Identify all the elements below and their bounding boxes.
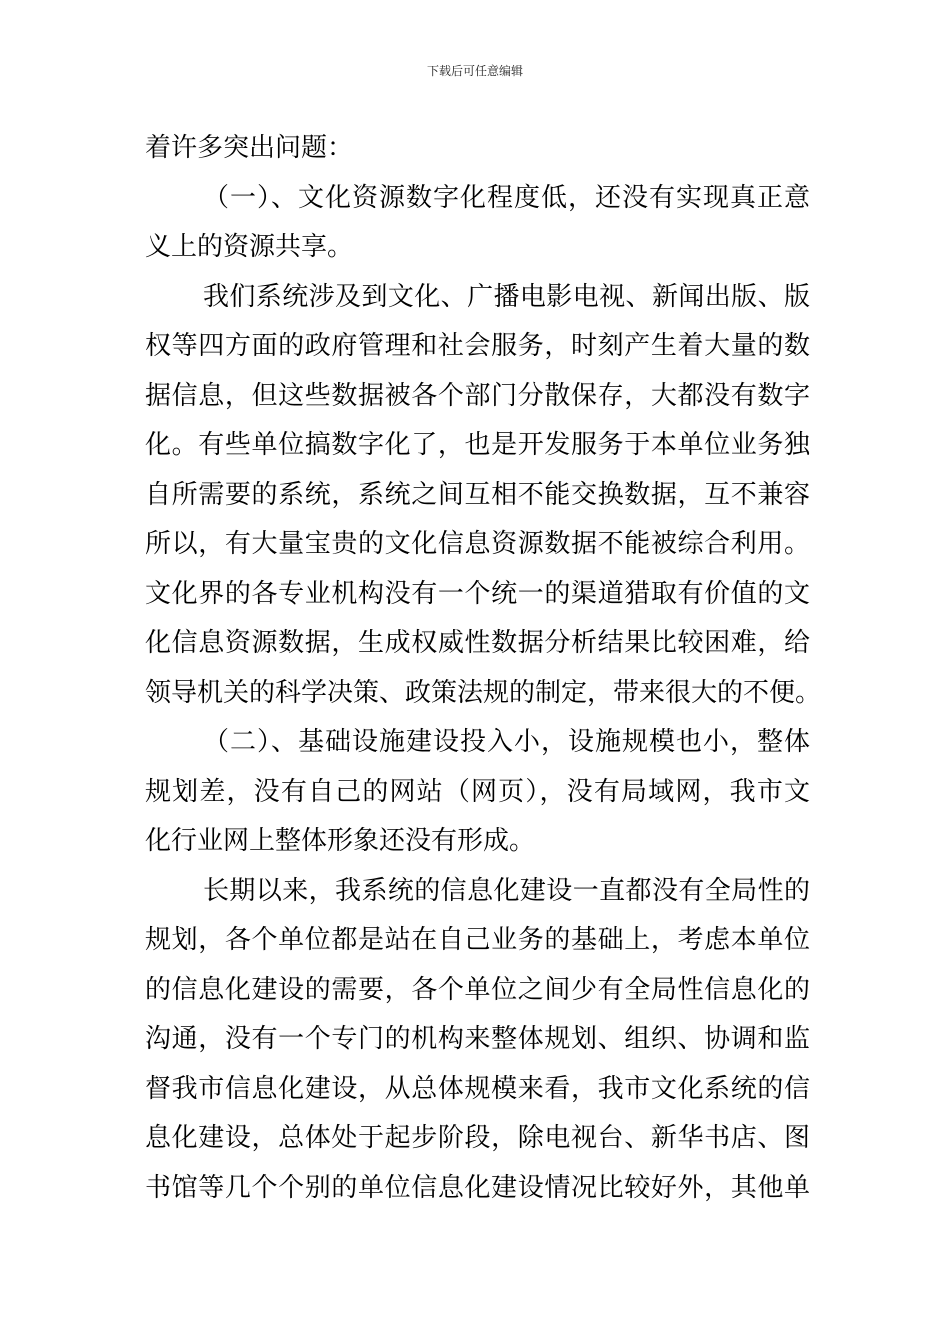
text-line: 的信息化建设的需要，各个单位之间少有全局性信息化的 xyxy=(145,974,810,1005)
text-line: 义上的资源共享。 xyxy=(145,232,354,262)
text-line: 规划差，没有自己的网站（网页），没有局域网，我市文 xyxy=(145,776,810,807)
header-note: 下载后可任意编辑 xyxy=(426,64,523,78)
text-line: 息化建设，总体处于起步阶段，除电视台、新华书店、图 xyxy=(145,1123,810,1153)
text-line: 权等四方面的政府管理和社会服务，时刻产生着大量的数 xyxy=(145,331,810,361)
text-line: 长期以来，我系统的信息化建设一直都没有全局性的 xyxy=(203,875,810,906)
text-line: 规划，各个单位都是站在自己业务的基础上，考虑本单位 xyxy=(145,925,810,955)
text-line: 化。有些单位搞数字化了，也是开发服务于本单位业务独 xyxy=(145,430,810,460)
text-line: 据信息，但这些数据被各个部门分散保存，大都没有数字 xyxy=(145,380,810,411)
text-line: 自所需要的系统，系统之间互相不能交换数据，互不兼容 xyxy=(145,479,810,510)
text-line: 文化界的各专业机构没有一个统一的渠道猎取有价值的文 xyxy=(145,578,810,609)
text-line: 所以，有大量宝贵的文化信息资源数据不能被综合利用。 xyxy=(145,529,810,559)
text-line: （一）、文化资源数字化程度低，还没有实现真正意 xyxy=(203,182,810,213)
text-line: 沟通，没有一个专门的机构来整体规划、组织、协调和监 xyxy=(145,1024,810,1054)
text-line: （二）、基础设施建设投入小，设施规模也小，整体 xyxy=(203,727,810,757)
text-line: 督我市信息化建设，从总体规模来看，我市文化系统的信 xyxy=(145,1073,810,1104)
text-line: 领导机关的科学决策、政策法规的制定，带来很大的不便。 xyxy=(145,677,822,708)
text-line: 着许多突出问题： xyxy=(145,133,354,163)
body-text xyxy=(145,124,822,1213)
text-line: 化信息资源数据，生成权威性数据分析结果比较困难，给 xyxy=(145,628,810,658)
text-line: 书馆等几个个别的单位信息化建设情况比较好外，其他单 xyxy=(145,1172,810,1203)
text-line: 我们系统涉及到文化、广播电影电视、新闻出版、版 xyxy=(203,281,810,312)
text-line: 化行业网上整体形象还没有形成。 xyxy=(145,826,536,856)
